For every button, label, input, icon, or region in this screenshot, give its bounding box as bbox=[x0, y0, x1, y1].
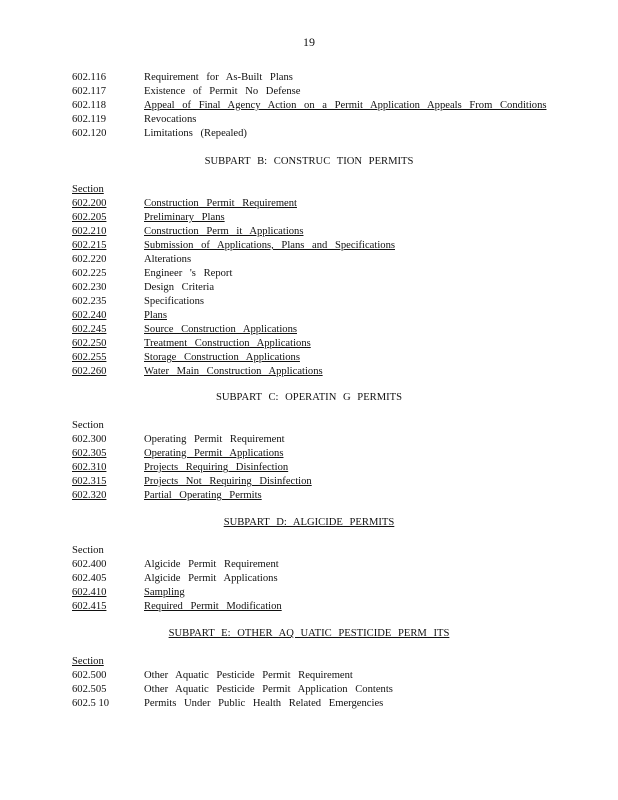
toc-row bbox=[0, 281, 618, 295]
section-title: Permits Under Public Health Related Emergencies bbox=[144, 698, 384, 709]
subpart-heading-text: SUBPART B: CONSTRUC TION PERMITS bbox=[204, 156, 414, 167]
subpart-d bbox=[0, 516, 618, 614]
section-title: Algicide Permit Applications bbox=[144, 573, 278, 584]
toc-row bbox=[0, 489, 618, 503]
section-label-text: Section bbox=[72, 184, 104, 195]
toc-row bbox=[0, 461, 618, 475]
toc-row bbox=[0, 433, 618, 447]
subpart-b bbox=[0, 155, 618, 379]
subpart-heading bbox=[0, 391, 618, 405]
toc-row bbox=[0, 197, 618, 211]
toc-row bbox=[0, 337, 618, 351]
section-number: 602.235 bbox=[72, 296, 107, 307]
section-number[interactable]: 602.245 bbox=[72, 324, 107, 335]
toc-row bbox=[0, 99, 618, 113]
section-label bbox=[0, 419, 618, 433]
section-number: 602.230 bbox=[72, 282, 107, 293]
section-title-link[interactable]: Required Permit Modification bbox=[144, 601, 282, 612]
toc-row bbox=[0, 572, 618, 586]
section-number: 602.300 bbox=[72, 434, 107, 445]
toc-row bbox=[0, 225, 618, 239]
section-number[interactable]: 602.260 bbox=[72, 366, 107, 377]
section-title: Specifications bbox=[144, 296, 205, 307]
section-title: Alterations bbox=[144, 254, 192, 265]
section-title-link[interactable]: Preliminary Plans bbox=[144, 212, 225, 223]
toc-row bbox=[0, 113, 618, 127]
section-number[interactable]: 602.205 bbox=[72, 212, 107, 223]
section-number: 602.505 bbox=[72, 684, 107, 695]
subpart-e bbox=[0, 627, 618, 711]
section-title: Other Aquatic Pesticide Permit Requirement bbox=[144, 670, 353, 681]
subpart-heading bbox=[0, 155, 618, 169]
section-number: 602.118 bbox=[72, 100, 107, 111]
section-number: 602.5 10 bbox=[72, 698, 110, 709]
section-number[interactable]: 602.250 bbox=[72, 338, 107, 349]
section-title: Operating Permit Requirement bbox=[144, 434, 285, 445]
section-number[interactable]: 602.200 bbox=[72, 198, 107, 209]
section-title-link[interactable]: Projects Not Requiring Disinfection bbox=[144, 476, 312, 487]
section-title: Algicide Permit Requirement bbox=[144, 559, 279, 570]
toc-row bbox=[0, 309, 618, 323]
section-label bbox=[0, 655, 618, 669]
section-number: 602.225 bbox=[72, 268, 107, 279]
toc-row bbox=[0, 669, 618, 683]
section-title-link[interactable]: Projects Requiring Disinfection bbox=[144, 462, 289, 473]
toc-row bbox=[0, 600, 618, 614]
section-number[interactable]: 602.210 bbox=[72, 226, 107, 237]
section-label bbox=[0, 544, 618, 558]
toc-row bbox=[0, 586, 618, 600]
toc-row bbox=[0, 365, 618, 379]
toc-row bbox=[0, 71, 618, 85]
section-number[interactable]: 602.415 bbox=[72, 601, 107, 612]
section-number: 602.400 bbox=[72, 559, 107, 570]
section-title-link[interactable]: Appeal of Final Agency Action on a Permit Application Appeals From Conditions bbox=[144, 100, 547, 111]
section-number[interactable]: 602.310 bbox=[72, 462, 107, 473]
toc-row bbox=[0, 295, 618, 309]
section-title: Other Aquatic Pesticide Permit Application Contents bbox=[144, 684, 393, 695]
section-number[interactable]: 602.320 bbox=[72, 490, 107, 501]
section-number: 602.117 bbox=[72, 86, 107, 97]
section-number[interactable]: 602.255 bbox=[72, 352, 107, 363]
section-title-link[interactable]: Sampling bbox=[144, 587, 185, 598]
section-title: Engineer 's Report bbox=[144, 268, 233, 279]
section-title: Revocations bbox=[144, 114, 197, 125]
section-title-link[interactable]: Partial Operating Permits bbox=[144, 490, 262, 501]
section-title-link[interactable]: Storage Construction Applications bbox=[144, 352, 300, 363]
section-number[interactable]: 602.315 bbox=[72, 476, 107, 487]
page-number: 19 bbox=[303, 35, 315, 49]
toc-row bbox=[0, 683, 618, 697]
section-label-text: Section bbox=[72, 420, 104, 431]
section-title: Requirement for As-Built Plans bbox=[144, 72, 293, 83]
toc-row bbox=[0, 211, 618, 225]
section-title-link[interactable]: Construction Perm it Applications bbox=[144, 226, 304, 237]
section-title: Existence of Permit No Defense bbox=[144, 86, 301, 97]
section-title-link[interactable]: Water Main Construction Applications bbox=[144, 366, 323, 377]
section-label-text: Section bbox=[72, 545, 104, 556]
section-number: 602.120 bbox=[72, 128, 107, 139]
toc-row bbox=[0, 253, 618, 267]
toc-row bbox=[0, 127, 618, 141]
section-number: 602.220 bbox=[72, 254, 107, 265]
section-title: Limitations (Repealed) bbox=[144, 128, 247, 139]
subpart-heading-text: SUBPART E: OTHER AQ UATIC PESTICIDE PERM ITS bbox=[168, 628, 450, 639]
toc-row bbox=[0, 85, 618, 99]
section-label-text: Section bbox=[72, 656, 104, 667]
toc-row bbox=[0, 239, 618, 253]
section-number[interactable]: 602.305 bbox=[72, 448, 107, 459]
toc-row bbox=[0, 351, 618, 365]
section-number[interactable]: 602.410 bbox=[72, 587, 107, 598]
section-title: Design Criteria bbox=[144, 282, 215, 293]
subpart-heading-text: SUBPART C: OPERATIN G PERMITS bbox=[215, 392, 403, 403]
subpart-c bbox=[0, 391, 618, 503]
toc-row bbox=[0, 558, 618, 572]
toc-row bbox=[0, 447, 618, 461]
section-title-link[interactable]: Treatment Construction Applications bbox=[144, 338, 311, 349]
toc-row bbox=[0, 323, 618, 337]
section-number[interactable]: 602.215 bbox=[72, 240, 107, 251]
section-title-link[interactable]: Construction Permit Requirement bbox=[144, 198, 297, 209]
section-title-link[interactable]: Source Construction Applications bbox=[144, 324, 297, 335]
section-title-link[interactable]: Submission of Applications, Plans and Specifications bbox=[144, 240, 395, 251]
section-number: 602.116 bbox=[72, 72, 107, 83]
section-title-link[interactable]: Operating Permit Applications bbox=[144, 448, 284, 459]
section-label bbox=[0, 183, 618, 197]
subpart-heading bbox=[0, 516, 618, 530]
toc-row bbox=[0, 697, 618, 711]
section-number: 602.405 bbox=[72, 573, 107, 584]
toc-group-general bbox=[0, 71, 618, 141]
section-number: 602.119 bbox=[72, 114, 107, 125]
subpart-heading bbox=[0, 627, 618, 641]
section-number[interactable]: 602.240 bbox=[72, 310, 107, 321]
toc-row bbox=[0, 267, 618, 281]
section-title-link[interactable]: Plans bbox=[144, 310, 167, 321]
toc-row bbox=[0, 475, 618, 489]
section-number: 602.500 bbox=[72, 670, 107, 681]
subpart-heading-text: SUBPART D: ALGICIDE PERMITS bbox=[223, 517, 395, 528]
